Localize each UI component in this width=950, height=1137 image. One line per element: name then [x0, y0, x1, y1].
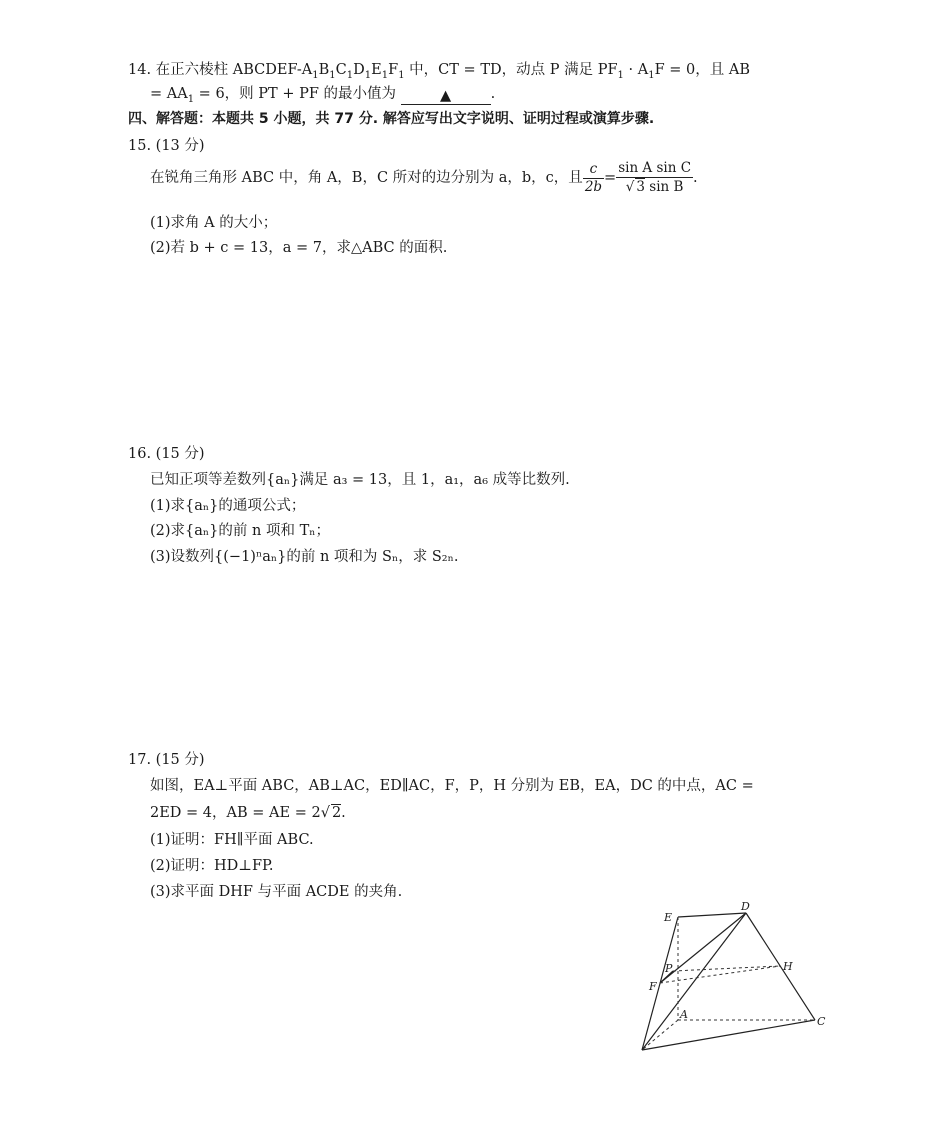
q17-stem-line2: 2ED = 4，AB = AE = 2√ 2.	[150, 805, 346, 821]
answer-blank[interactable]	[401, 88, 491, 105]
label-D: D	[741, 900, 750, 913]
subscript: 1	[617, 69, 624, 81]
q17-part2: (2)证明：HD⊥FP.	[150, 858, 274, 874]
equals-sign: =	[604, 170, 617, 186]
radicand: 2	[331, 805, 342, 821]
q14-text: F	[388, 62, 399, 78]
q17-part1: (1)证明：FH∥平面 ABC.	[150, 832, 314, 848]
edge-AB	[642, 1020, 678, 1050]
frac-numerator: c	[583, 161, 604, 179]
q15-part2: (2)若 b + c = 13，a = 7，求△ABC 的面积.	[150, 240, 448, 256]
label-F: F	[649, 980, 657, 993]
subscript: 1	[312, 69, 319, 81]
q16-part3: (3)设数列{(−1)ⁿaₙ}的前 n 项和为 Sₙ，求 S₂ₙ.	[150, 549, 459, 565]
q14-text: = 6，则 PT + PF 的最小值为	[194, 86, 397, 102]
label-P: P	[665, 962, 673, 975]
frac-denominator: √ 3 sin B	[625, 179, 684, 195]
frac-denominator-rest: sin B	[645, 179, 684, 195]
q15-part1: (1)求角 A 的大小；	[150, 215, 278, 231]
q15-header: 15. (13 分)	[128, 138, 205, 154]
q14-text: = AA	[150, 86, 188, 102]
q17-part3: (3)求平面 DHF 与平面 ACDE 的夹角.	[150, 884, 403, 900]
q16-header: 16. (15 分)	[128, 446, 205, 462]
edge-BC	[642, 1020, 815, 1050]
triangle-marker-icon: ▲	[440, 87, 452, 104]
frac-numerator: sin A sin C	[618, 160, 692, 176]
label-H: H	[783, 960, 793, 973]
subscript: 1	[187, 93, 195, 105]
fraction-sin-ratio	[616, 160, 693, 196]
q16-part2: (2)求{aₙ}的前 n 项和 Tₙ；	[150, 523, 331, 539]
q17-stem-line1: 如图，EA⊥平面 ABC，AB⊥AC，ED∥AC，F，P，H 分别为 EB，EA，DC 的中点，AC =	[150, 778, 754, 794]
q15-period: .	[693, 170, 698, 186]
frac-denominator: 2b	[584, 178, 603, 195]
q17-period: .	[341, 805, 346, 821]
label-A: A	[680, 1008, 688, 1021]
q14-text: C	[335, 62, 347, 78]
q14-number: 14.	[128, 62, 152, 78]
edge-DB	[642, 913, 746, 1050]
q16-stem: 已知正项等差数列{aₙ}满足 a₃ = 13，且 1，a₁，a₆ 成等比数列.	[150, 472, 570, 488]
q14-text: F = 0，且 AB	[654, 62, 750, 78]
q14-text: E	[371, 62, 382, 78]
section-heading: 四、解答题：本题共 5 小题，共 77 分. 解答应写出文字说明、证明过程或演算步骤.	[128, 111, 655, 127]
subscript: 1	[329, 69, 336, 81]
q14-text: 中，CT = TD，动点 P 满足 PF	[404, 62, 618, 78]
q14-line1	[128, 58, 750, 81]
fraction-c-over-2b	[583, 161, 604, 196]
q14-period: .	[490, 86, 496, 102]
edge-ED	[678, 913, 746, 917]
subscript: 1	[398, 69, 405, 81]
q15-stem	[150, 160, 698, 196]
q14-text: 在正六棱柱 ABCDEF-A	[155, 62, 313, 78]
q17-header: 17. (15 分)	[128, 752, 205, 768]
radicand: 3	[636, 179, 645, 195]
q17-stem-text: 2ED = 4，AB = AE = 2	[150, 805, 321, 821]
q14-text: D	[353, 62, 365, 78]
edge-EB	[642, 917, 678, 1050]
label-C: C	[817, 1015, 826, 1028]
subscript: 1	[381, 69, 389, 81]
subscript: 1	[364, 69, 372, 81]
q16-part1: (1)求{aₙ}的通项公式；	[150, 498, 306, 514]
subscript: 1	[648, 69, 655, 81]
geometry-figure	[620, 900, 840, 1060]
label-E: E	[664, 911, 673, 924]
q14-text: B	[318, 62, 330, 78]
edge-DC	[746, 913, 815, 1020]
q14-text: · A	[623, 62, 649, 78]
q15-stem-text: 在锐角三角形 ABC 中，角 A，B，C 所对的边分别为 a，b，c，且	[150, 170, 583, 186]
subscript: 1	[346, 69, 354, 81]
q14-line2	[150, 82, 495, 105]
